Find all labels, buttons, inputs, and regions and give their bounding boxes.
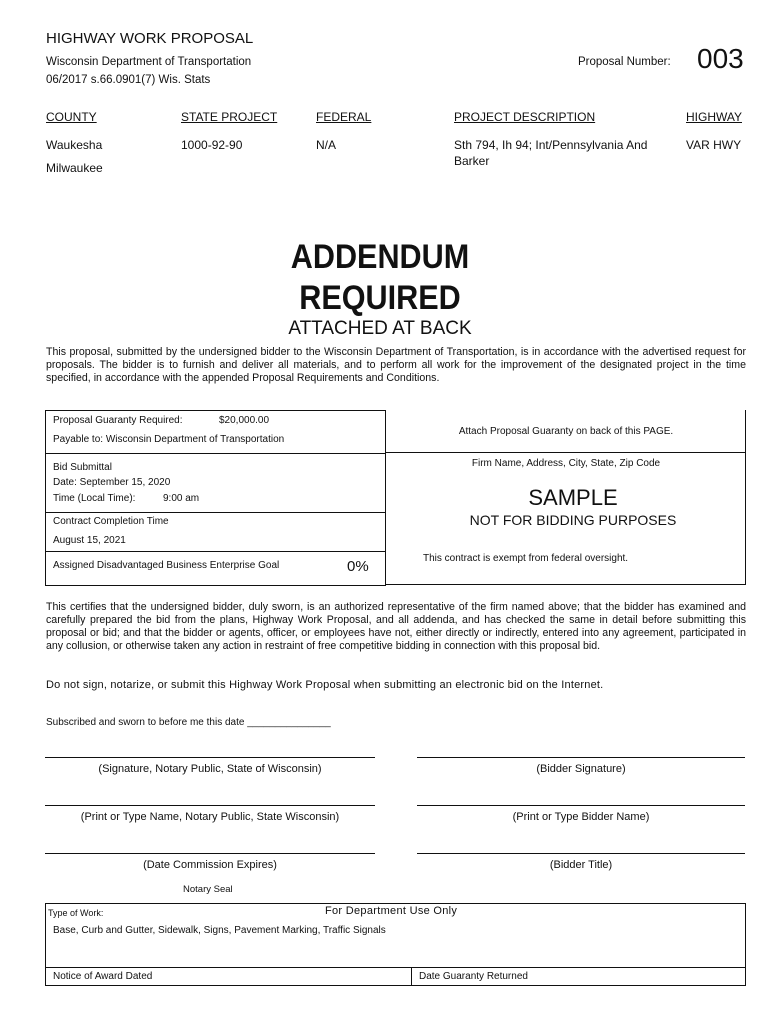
dbe-goal-label: Assigned Disadvantaged Business Enterprise Goal (53, 560, 280, 571)
not-for-bidding: NOT FOR BIDDING PURPOSES (469, 512, 677, 528)
county-value: Waukesha (46, 138, 103, 152)
commission-expires-label: (Date Commission Expires) (143, 859, 277, 871)
intro-paragraph: This proposal, submitted by the undersigned bidder to the Wisconsin Department of Transportation, is in accordance with the advertised request for proposals. The bidder is to furnish and deliver all materials, and to perform all work for the improvement of the designated project in the time specified, in accordance with the appended Proposal Requirements and Conditions. (46, 346, 746, 384)
required-heading: REQUIRED (299, 279, 461, 317)
department-name: Wisconsin Department of Transportation (46, 56, 252, 68)
state-project-value: 1000-92-90 (181, 138, 243, 152)
attached-at-back: ATTACHED AT BACK (288, 318, 472, 339)
column-project-description: PROJECT DESCRIPTION (454, 110, 596, 124)
attach-guaranty-note: Attach Proposal Guaranty on back of this PAGE. (458, 426, 674, 437)
sample-stamp: SAMPLE (528, 485, 618, 510)
addendum-heading: ADDENDUM (290, 238, 470, 276)
notary-signature-label: (Signature, Notary Public, State of Wisconsin) (98, 763, 322, 775)
proposal-number-label: Proposal Number: (578, 56, 671, 68)
guaranty-label: Proposal Guaranty Required: (53, 415, 183, 426)
proposal-number: 003 (697, 43, 744, 74)
highway-value: VAR HWY (686, 138, 742, 152)
electronic-bid-notice: Do not sign, notarize, or submit this Highway Work Proposal when submitting an electronic bid on the Internet. (46, 679, 604, 691)
sworn-date-line: Subscribed and sworn to before me this date _______________ (46, 717, 331, 728)
work-types: Base, Curb and Gutter, Sidewalk, Signs, Pavement Marking, Traffic Signals (53, 925, 386, 936)
bid-submittal-label: Bid Submittal (53, 462, 112, 473)
payable-to: Payable to: Wisconsin Department of Transportation (53, 434, 285, 445)
notary-name-label: (Print or Type Name, Notary Public, State Wisconsin) (80, 811, 340, 823)
guaranty-amount: $20,000.00 (219, 415, 270, 426)
bid-date: Date: September 15, 2020 (53, 477, 171, 488)
notary-seal-label: Notary Seal (183, 884, 233, 895)
statute-line: 06/2017 s.66.0901(7) Wis. Stats (46, 74, 211, 86)
county-value: Milwaukee (46, 161, 103, 175)
certification-paragraph: This certifies that the undersigned bidder, duly sworn, is an authorized representative of the firm named above; that the bidder has examined and carefully prepared the bid from the plans, Highway Work Proposal, and all addenda, and has checked the same in detail before submitting this proposal or bid; and that the bidder or agents, officer, or employees have not, either directly or indirectly, entered into any agreement, participated in any collusion, or otherwise taken any action in restraint of free competitive bidding in connection with this proposal bid. (46, 601, 746, 652)
column-state-project: STATE PROJECT (181, 110, 278, 124)
bidder-name-label: (Print or Type Bidder Name) (512, 811, 650, 823)
notice-of-award-label: Notice of Award Dated (53, 971, 153, 982)
bid-time-value: 9:00 am (163, 493, 200, 504)
federal-exempt-note: This contract is exempt from federal oversight. (423, 553, 629, 564)
column-highway: HIGHWAY (686, 110, 742, 124)
firm-name-label: Firm Name, Address, City, State, Zip Code (471, 458, 661, 469)
column-federal: FEDERAL (316, 110, 372, 124)
guaranty-returned-label: Date Guaranty Returned (419, 971, 528, 982)
bidder-signature-label: (Bidder Signature) (536, 763, 626, 775)
column-county: COUNTY (46, 110, 97, 124)
bidder-title-label: (Bidder Title) (549, 859, 613, 871)
type-of-work-label: Type of Work: (48, 908, 104, 918)
department-use-heading: For Department Use Only (325, 905, 458, 917)
completion-date: August 15, 2021 (53, 535, 126, 546)
completion-label: Contract Completion Time (53, 516, 169, 527)
project-description-value: Sth 794, Ih 94; Int/Pennsylvania And Barker (454, 138, 648, 168)
bid-time-label: Time (Local Time): (53, 493, 136, 504)
dbe-goal-value: 0% (347, 558, 369, 575)
document-title: HIGHWAY WORK PROPOSAL (46, 30, 254, 47)
federal-value: N/A (316, 138, 337, 152)
